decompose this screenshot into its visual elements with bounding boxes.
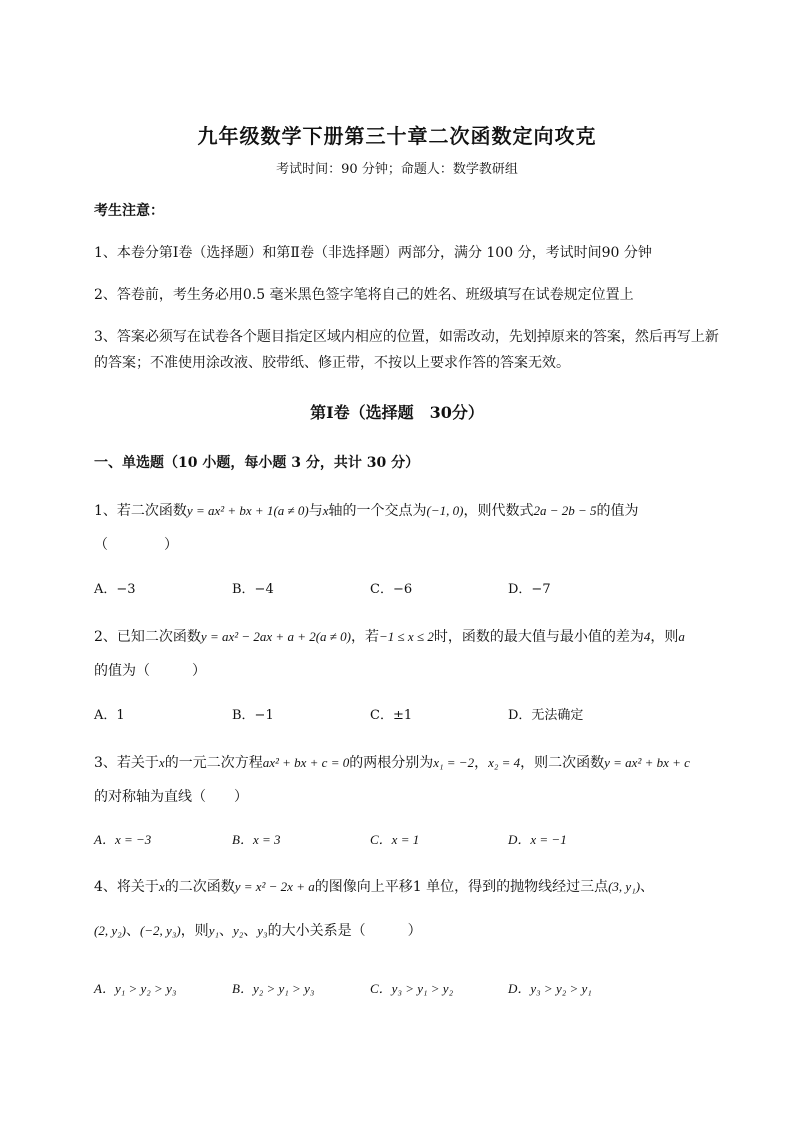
math-expression: x <box>158 755 165 770</box>
q4-option-d[interactable]: D．y₃ > y₂ > y₁ <box>508 981 592 996</box>
question-1-stem: 1、若二次函数y = ax² + bx + 1(a ≠ 0)与x轴的一个交点为(−1, 0)，则代数式2a − 2b − 5的值为 <box>94 503 639 519</box>
math-expression: y = x² − 2x + a <box>234 879 315 894</box>
math-expression: a <box>678 629 685 644</box>
question-2-line-2: 的值为（ ） <box>94 663 206 679</box>
math-expression: x <box>158 879 165 894</box>
part-title: 一、单选题（10 小题，每小题 3 分，共计 30 分） <box>94 455 420 471</box>
q3-option-c[interactable]: C．x = 1 <box>370 832 420 847</box>
math-expression: ax² + bx + c = 0 <box>262 755 350 770</box>
q2-option-b[interactable]: B．−1 <box>232 708 274 723</box>
exam-subtitle: 考试时间：90 分钟；命题人：数学教研组 <box>276 162 518 177</box>
q2-option-c[interactable]: C．±1 <box>370 708 413 723</box>
math-expression: y = ax² + bx + c <box>604 755 690 770</box>
question-4-stem: 4、将关于x的二次函数y = x² − 2x + a的图像向上平移1 单位，得到的抛物线经过三点(3, y₁)、 <box>94 879 655 895</box>
q1-option-b[interactable]: B．−4 <box>232 582 274 597</box>
math-expression: 4 <box>643 629 651 644</box>
math-expression: (−1, 0) <box>426 503 464 518</box>
q1-option-d[interactable]: D．−7 <box>508 582 551 597</box>
q1-option-a[interactable]: A．−3 <box>94 582 136 597</box>
page-title: 九年级数学下册第三十章二次函数定向攻克 <box>197 124 597 148</box>
math-expression: x <box>322 503 329 518</box>
question-2-stem: 2、已知二次函数y = ax² − 2ax + a + 2(a ≠ 0)，若−1 ≤ x ≤ 2时，函数的最大值与最小值的差为4，则a <box>94 629 685 645</box>
math-expression: y = ax² − 2ax + a + 2(a ≠ 0) <box>200 629 352 644</box>
q3-option-b[interactable]: B．x = 3 <box>232 832 281 847</box>
q4-option-c[interactable]: C．y₃ > y₁ > y₂ <box>370 981 454 996</box>
math-expression: −1 ≤ x ≤ 2 <box>379 629 434 644</box>
question-4-line-2: (2, y₂)、(−2, y₃)，则y₁、y₂、y₃的大小关系是（ ） <box>94 923 422 939</box>
q2-option-a[interactable]: A．1 <box>94 708 125 723</box>
notice-item-3-line-1: 3、答案必须写在试卷各个题目指定区域内相应的位置，如需改动，先划掉原来的答案，然后再写上新 <box>94 329 719 345</box>
math-expression: y₁ <box>208 923 219 938</box>
notice-item-2: 2、答卷前，考生务必用0.5 毫米黑色签字笔将自己的姓名、班级填写在试卷规定位置上 <box>94 287 634 303</box>
question-1-paren: （ ） <box>94 537 178 553</box>
q4-option-b[interactable]: B．y₂ > y₁ > y₃ <box>232 981 315 996</box>
q3-option-d[interactable]: D．x = −1 <box>508 832 567 847</box>
math-expression: x₂ = 4 <box>488 755 521 770</box>
q3-option-a[interactable]: A．x = −3 <box>94 832 152 847</box>
question-3-line-2: 的对称轴为直线（ ） <box>94 789 248 805</box>
math-expression: y₂ <box>232 923 244 938</box>
q4-option-a[interactable]: A．y₁ > y₂ > y₃ <box>94 981 177 996</box>
math-expression: (−2, y₃) <box>139 923 181 938</box>
math-expression: y = ax² + bx + 1(a ≠ 0) <box>186 503 309 518</box>
question-3-stem: 3、若关于x的一元二次方程ax² + bx + c = 0的两根分别为x₁ = −2，x₂ = 4，则二次函数y = ax² + bx + c <box>94 755 690 771</box>
notice-heading: 考生注意： <box>94 203 164 219</box>
notice-item-1: 1、本卷分第Ⅰ卷（选择题）和第Ⅱ卷（非选择题）两部分，满分 100 分，考试时间90 分钟 <box>94 245 652 261</box>
section-title: 第Ⅰ卷（选择题 30分） <box>310 403 484 422</box>
math-expression: (3, y₁) <box>608 879 641 894</box>
q1-option-c[interactable]: C．−6 <box>370 582 413 597</box>
math-expression: y₃ <box>257 923 268 938</box>
math-expression: x₁ = −2 <box>433 755 475 770</box>
q2-option-d[interactable]: D．无法确定 <box>508 708 584 723</box>
notice-item-3-line-2: 的答案；不准使用涂改液、胶带纸、修正带，不按以上要求作答的答案无效。 <box>94 355 570 371</box>
math-expression: 2a − 2b − 5 <box>533 503 597 518</box>
math-expression: (2, y₂) <box>94 923 126 938</box>
